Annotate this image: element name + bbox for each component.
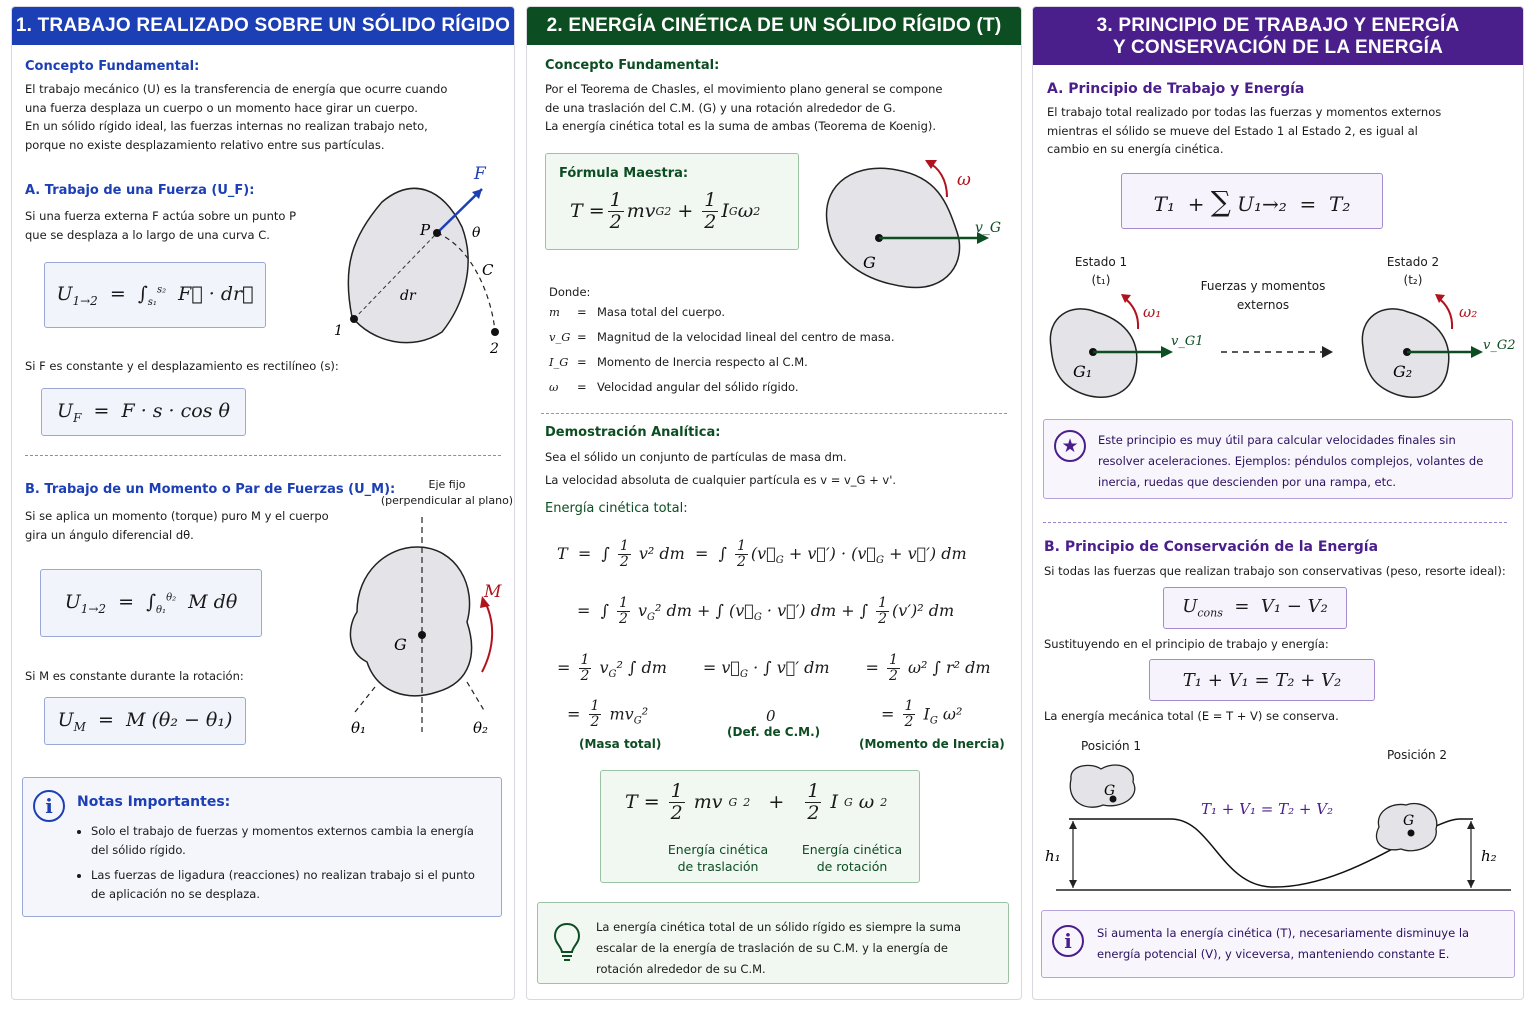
- theta-label: θ: [472, 225, 481, 241]
- moment-diagram: [327, 512, 515, 737]
- master-formula: T = $\frac{1}{2}$ mv G 2 + $\frac{1}{2}$ I G ω 2: [570, 189, 761, 233]
- energy-conservation-diagram: [1041, 757, 1519, 897]
- work-energy-formula: T₁ + ∑ U₁→₂ = T₂: [1121, 173, 1383, 229]
- concept-text: Por el Teorema de Chasles, el movimiento plano general se compone de una traslación del C.M. (G) y una rotación alrededor de G. La energía cinética total es la suma de ambas (Teorema de Koenig).: [545, 82, 943, 133]
- force-path-diagram: [312, 157, 512, 357]
- point-2-label: 2: [490, 341, 499, 357]
- conservation-text: Si todas las fuerzas que realizan trabajo son conservativas (peso, resorte ideal):: [1044, 564, 1506, 578]
- divider: [1043, 522, 1507, 523]
- omega2-label: ω₂: [1459, 303, 1478, 321]
- state-2-label: Estado 2 (t₂): [1386, 255, 1440, 287]
- info-icon: i: [33, 790, 65, 822]
- position-1-label: Posición 1: [1081, 739, 1142, 753]
- force-const-text: Si F es constante y el desplazamiento es rectilíneo (s):: [25, 359, 339, 373]
- concept-title: Concepto Fundamental:: [25, 59, 200, 74]
- info-note-text: Si aumenta la energía cinética (T), necesariamente disminuye la energía potencial (V), y viceversa, manteniendo constante E.: [1097, 926, 1470, 961]
- substitution-text: Sustituyendo en el principio de trabajo y energía:: [1044, 637, 1329, 651]
- section-work-energy: [1032, 6, 1524, 1000]
- g2-label: G₂: [1393, 362, 1413, 381]
- divider: [25, 455, 501, 456]
- force-label: F: [474, 164, 486, 184]
- translation-label: Energía cinética de traslación: [667, 842, 769, 874]
- theta2-label: θ₂: [473, 719, 489, 737]
- moment-work-formula: $U_{1\to 2} = \int_{\theta_1}^{\theta_2}$ M dθ: [40, 569, 262, 637]
- vg2-label: v_G2: [1483, 338, 1516, 353]
- force-work-title: A. Trabajo de una Fuerza (U_F):: [25, 183, 255, 198]
- moment-const-text: Si M es constante durante la rotación:: [25, 669, 244, 683]
- def-row: v_G = Magnitud de la velocidad lineal del centro de masa.: [549, 330, 895, 344]
- star-note-text: Este principio es muy útil para calcular velocidades finales sin resolver aceleraciones. Ejemplos: péndulos complejos, volantes de inercia, ruedas que descienden por una rampa, etc.: [1098, 433, 1484, 489]
- result-formula-box: [600, 770, 920, 883]
- g-pos1-label: G: [1104, 783, 1116, 799]
- divider: [541, 413, 1007, 414]
- moment-work-text: Si se aplica un momento (torque) puro M y el cuerpo gira un ángulo diferencial dθ.: [25, 509, 329, 542]
- tip-text: La energía cinética total de un sólido rígido es siempre la suma escalar de la energía de traslación de su C.M. y la energía de rotación alrededor de su C.M.: [596, 920, 962, 976]
- work-energy-title: A. Principio de Trabajo y Energía: [1047, 81, 1305, 97]
- star-note: [1043, 419, 1513, 499]
- position-2-label: Posición 2: [1387, 748, 1448, 762]
- conservative-work-formula: $U_{cons} = V_1 - V_2$: [1163, 587, 1347, 629]
- section-2-title: 2. ENERGÍA CINÉTICA DE UN SÓLIDO RÍGIDO (T): [527, 7, 1021, 45]
- note-item: • Solo el trabajo de fuerzas y momentos externos cambia la energía del sólido rígido.: [91, 822, 491, 860]
- def-row: ω = Velocidad angular del sólido rígido.: [549, 380, 799, 394]
- concept-text: El trabajo mecánico (U) es la transferencia de energía que ocurre cuando una fuerza desplaza un cuerpo o un momento hace girar un cuerpo. En un sólido rígido ideal, las fuerzas internas no realizan trabajo neto, porque no existe desplazamiento relativo entre sus partículas.: [25, 82, 448, 152]
- notes-title: Notas Importantes:: [77, 794, 231, 810]
- conservation-title: B. Principio de Conservación de la Energía: [1044, 539, 1379, 555]
- vg-label: v_G: [975, 220, 1002, 236]
- derivation: T = ∫ $\frac{1}{2}$ v² dm = ∫ $\frac{1}{2}$ ($v⃗_G$ + v⃗′) · ($v⃗_G$ + v⃗′) dm = ∫ $\frac{1}{2}$ $v_G^2$ dm + ∫ ($v⃗_G$ · v⃗′) dm + ∫ $\frac{1}{2}$ (v′)² dm = $\frac{1}{2}$ $v_G^2$ ∫ dm = $v⃗_G$ · ∫ v⃗′ dm = $\frac{1}{2}$ ω² ∫ r² dm: [557, 537, 991, 685]
- force-work-text: Si una fuerza externa F actúa sobre un punto P que se desplaza a lo largo de una curva C.: [25, 209, 297, 242]
- lightbulb-icon: [552, 921, 582, 961]
- master-title: Fórmula Maestra:: [559, 166, 689, 181]
- zero-value: 0: [766, 707, 776, 725]
- star-icon: ★: [1054, 430, 1086, 462]
- omega-label: ω: [957, 170, 971, 190]
- point-1-label: 1: [334, 323, 343, 339]
- demo-title: Demostración Analítica:: [545, 425, 721, 440]
- def-row: m = Masa total del cuerpo.: [549, 305, 726, 319]
- moment-const-formula: $U_M = M$ (θ₂ − θ₁): [44, 697, 246, 745]
- axis-label: Eje fijo (perpendicular al plano): [380, 478, 514, 507]
- point-p-label: P: [420, 221, 431, 239]
- section-3-title: 3. PRINCIPIO DE TRABAJO Y ENERGÍA Y CONSERVACIÓN DE LA ENERGÍA: [1033, 7, 1523, 65]
- g-label: G: [863, 253, 876, 272]
- concept-title: Concepto Fundamental:: [545, 58, 720, 73]
- h1-label: h₁: [1045, 847, 1061, 865]
- master-formula-box: [545, 153, 799, 250]
- g1-label: G₁: [1073, 362, 1093, 381]
- force-const-formula: $U_F = F \cdot s \cdot \cos \theta$: [41, 388, 246, 436]
- section-kinetic-energy: 2. ENERGÍA CINÉTICA DE UN SÓLIDO RÍGIDO (T) Concepto Fundamental: Por el Teorema de Chasles, el movimiento plano general se compone de una traslación del C.M. (G) y una rotación alrededor de G. La energía cinética total es la suma de ambas (Teorema de Koenig). Fórmula Maestra: T = $\frac{1}{2}$ mv G 2 + $\frac{1}{2}$ I G ω 2 ω v_G G Donde: m = Masa total del cuerpo. v_G = Magnitud de la velocidad lineal del centro de masa. I_G = Momento de Inercia respecto al C.M. ω = Velocidad angular del sólido rígido. Demostración Analítica: Sea el sólido un conjunto de partículas de masa dm. La velocidad absoluta de cualquier partícula es v = v_G + v'. Energía cinética total: T = ∫ $\frac{1}{2}$ v² dm = ∫ $\frac{1}{2}$ ($v⃗_G$ + v⃗′) · ($v⃗_G$ + v⃗′) dm = ∫ $\frac{1}{2}$ $v_G^2$ dm + ∫ ($v⃗_G$ · v⃗′) dm + ∫ $\frac{1}{2}$ (v′)² dm = $\frac{1}{2}$ $v_G^2$ ∫ dm = $v⃗_G$ · ∫ v⃗′ dm = $\frac{1}{2}$ ω² ∫ r² dm = $\frac{1}{2}$ $mv_G^2$ 0 = $\frac{1}{2}$ $I_G$ ω² (Masa total) (Def. de C.M.) (Momento de Inercia) T = $\frac{1}{2}$ mv G 2 + $\frac{1}{2}$ I G ω 2 Energía cinética de traslación Energía cinética de rotación La energía cinética total de un sólido rígido es siempre la suma escalar de la energía de traslación de su C.M. y la energía de rotación alrededor de su C.M.: [526, 6, 1022, 1000]
- curve-c-label: C: [482, 261, 494, 279]
- state-1-label: Estado 1 (t₁): [1074, 255, 1128, 287]
- definitions: [549, 305, 999, 405]
- conservation-statement: La energía mecánica total (E = T + V) se conserva.: [1044, 709, 1339, 723]
- omega1-label: ω₁: [1143, 303, 1162, 321]
- mass-total-note: (Masa total): [579, 737, 662, 751]
- vg1-label: v_G1: [1171, 334, 1204, 349]
- section-1-title: 1. TRABAJO REALIZADO SOBRE UN SÓLIDO RÍGIDO: [12, 7, 514, 45]
- demo-text-2: La velocidad absoluta de cualquier partícula es v = v_G + v'.: [545, 473, 897, 487]
- result-formula: T = $\frac{1}{2}$ mv G 2 + $\frac{1}{2}$ I G ω 2: [625, 780, 888, 824]
- work-energy-text: El trabajo total realizado por todas las fuerzas y momentos externos mientras el sólido se mueve del Estado 1 al Estado 2, es igual al cambio en su energía cinética.: [1047, 105, 1442, 156]
- force-work-formula: $U_{1\to 2} = \int_{s_1}^{s_2}$ F⃗ · dr⃗: [44, 262, 266, 328]
- tip-box: [537, 902, 1009, 984]
- moment-work-title: B. Trabajo de un Momento o Par de Fuerzas (U_M):: [25, 482, 396, 497]
- demo-text-1: Sea el sólido un conjunto de partículas de masa dm.: [545, 450, 847, 464]
- note-item: • Las fuerzas de ligadura (reacciones) no realizan trabajo si el punto de aplicación no se desplaza.: [91, 866, 491, 904]
- cm-def-note: (Def. de C.M.): [727, 725, 821, 739]
- state-diagram: [1041, 287, 1521, 417]
- info-icon: i: [1052, 925, 1084, 957]
- rotation-label: Energía cinética de rotación: [801, 842, 903, 874]
- g-label: G: [394, 635, 407, 654]
- forces-label: Fuerzas y momentos externos: [1200, 279, 1326, 312]
- moment-label: M: [484, 582, 502, 602]
- theta1-label: θ₁: [351, 719, 367, 737]
- inertia-note: (Momento de Inercia): [859, 737, 1005, 751]
- dr-label: dr: [400, 288, 416, 304]
- g-pos2-label: G: [1403, 813, 1415, 829]
- total-title: Energía cinética total:: [545, 501, 688, 516]
- energy-conservation-formula: T₁ + V₁ = T₂ + V₂: [1149, 659, 1375, 701]
- where-label: Donde:: [549, 285, 591, 299]
- h2-label: h₂: [1481, 847, 1497, 865]
- energy-equation-label: T₁ + V₁ = T₂ + V₂: [1201, 800, 1334, 818]
- section-work: [11, 6, 515, 1000]
- notes-list: [73, 822, 491, 910]
- def-row: I_G = Momento de Inercia respecto al C.M.: [549, 355, 808, 369]
- info-note: [1041, 910, 1515, 978]
- important-notes: [22, 777, 502, 917]
- rigid-body-diagram: [817, 152, 1017, 297]
